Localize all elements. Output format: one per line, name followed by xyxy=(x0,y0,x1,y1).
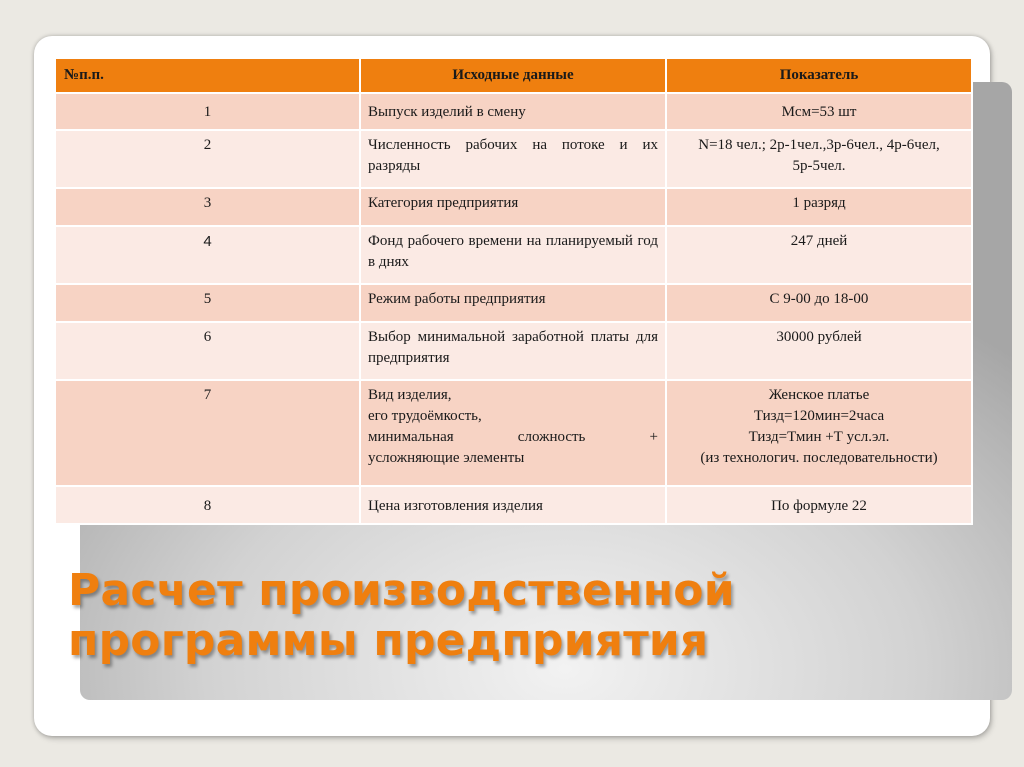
row-source-multiline xyxy=(360,380,666,486)
row-value-line: Тизд=120мин=2часа xyxy=(753,408,885,424)
row-value: 30000 рублей xyxy=(666,322,972,380)
row-source: Фонд рабочего времени на планируемый год в днях xyxy=(360,226,666,284)
row-number: 6 xyxy=(55,322,360,380)
header-number: №п.п. xyxy=(55,58,360,93)
table-row xyxy=(55,188,972,226)
slide-title-line: Расчет производственной xyxy=(68,565,735,616)
row-value-line: Женское платье xyxy=(768,387,870,403)
header-source-data: Исходные данные xyxy=(360,58,666,93)
row-number: 8 xyxy=(55,486,360,524)
header-indicator: Показатель xyxy=(666,58,972,93)
row-value-multiline xyxy=(666,380,972,486)
row-value: 1 разряд xyxy=(666,188,972,226)
row-source: Режим работы предприятия xyxy=(360,284,666,322)
slide-title xyxy=(68,566,735,666)
table-row xyxy=(55,322,972,380)
row-source: Цена изготовления изделия xyxy=(360,486,666,524)
row-value-line: Тизд=Тмин +Т усл.эл. xyxy=(748,429,890,445)
row-value: Мсм=53 шт xyxy=(666,93,972,130)
row-source: Выпуск изделий в смену xyxy=(360,93,666,130)
table-row xyxy=(55,380,972,486)
table-row xyxy=(55,226,972,284)
row-number: 5 xyxy=(55,284,360,322)
row-source-line: усложняющие элементы xyxy=(368,450,525,466)
slide-title-line: программы предприятия xyxy=(68,615,709,666)
table-header-row xyxy=(55,58,972,93)
table-row xyxy=(55,93,972,130)
row-value-line: (из технологич. последовательности) xyxy=(700,450,938,466)
row-source-line: минимальная сложность + xyxy=(368,429,658,445)
table-row xyxy=(55,130,972,188)
row-number: 3 xyxy=(55,188,360,226)
row-value: 247 дней xyxy=(666,226,972,284)
table-row xyxy=(55,486,972,524)
data-table xyxy=(54,57,973,525)
row-value: По формуле 22 xyxy=(666,486,972,524)
row-number: 4 xyxy=(55,226,360,284)
table-row xyxy=(55,284,972,322)
row-source-line: его трудоёмкость, xyxy=(368,408,482,424)
row-number: 7 xyxy=(55,380,360,486)
row-source: Численность рабочих на потоке и их разряды xyxy=(360,130,666,188)
row-number: 1 xyxy=(55,93,360,130)
row-value: N=18 чел.; 2р-1чел.,3р-6чел., 4р-6чел, 5р-5чел. xyxy=(666,130,972,188)
row-number: 2 xyxy=(55,130,360,188)
row-source: Выбор минимальной заработной платы для предприятия xyxy=(360,322,666,380)
row-value: С 9-00 до 18-00 xyxy=(666,284,972,322)
row-source: Категория предприятия xyxy=(360,188,666,226)
row-source-line: Вид изделия, xyxy=(368,387,452,403)
